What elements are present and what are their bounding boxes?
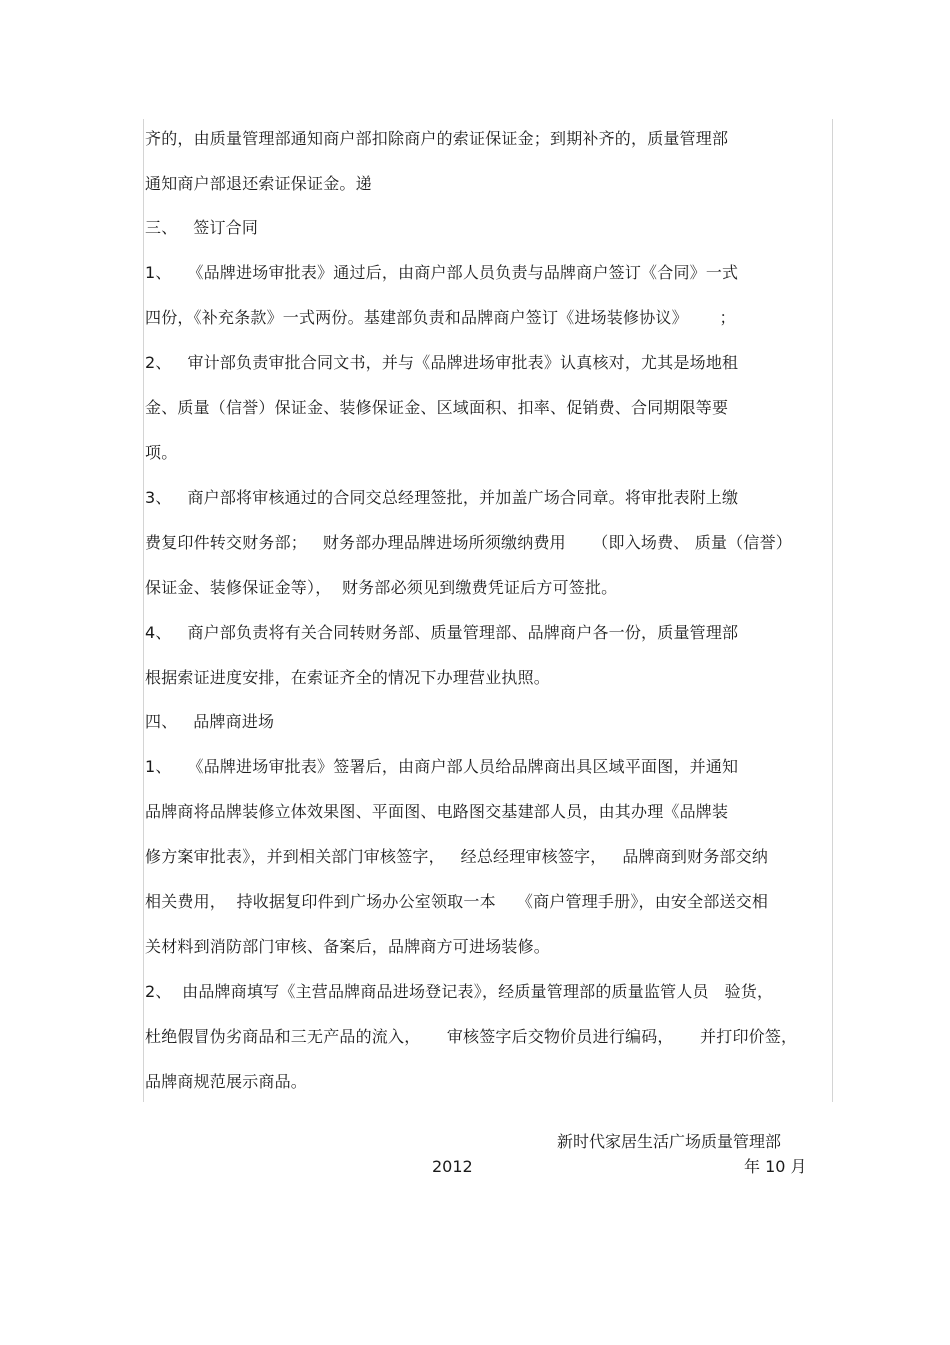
paragraph-line: 项。: [145, 443, 178, 462]
paragraph-line: 杜绝假冒伪劣商品和三无产品的流入， 审核签字后交物价员进行编码， 并打印价签，: [145, 1027, 798, 1046]
paragraph-line: 齐的，由质量管理部通知商户部扣除商户的索证保证金；到期补齐的，质量管理部: [145, 129, 729, 148]
signature-organization: 新时代家居生活广场质量管理部: [557, 1132, 782, 1151]
section-heading: 三、 签订合同: [145, 218, 259, 237]
paragraph-line: 根据索证进度安排，在索证齐全的情况下办理营业执照。: [145, 668, 551, 687]
paragraph-line: 4、 商户部负责将有关合同转财务部、质量管理部、品牌商户各一份，质量管理部: [145, 623, 739, 642]
paragraph-line: 相关费用， 持收据复印件到广场办公室领取一本 《商户管理手册》，由安全部送交相: [145, 892, 769, 911]
paragraph-line: 通知商户部退还索证保证金。递: [145, 174, 372, 193]
paragraph-line: 1、 《品牌进场审批表》通过后，由商户部人员负责与品牌商户签订《合同》一式: [145, 263, 739, 282]
paragraph-line: 2、 由品牌商填写《主营品牌商品进场登记表》，经质量管理部的质量监管人员 验货，: [145, 982, 774, 1001]
paragraph-line: 修方案审批表》，并到相关部门审核签字， 经总经理审核签字， 品牌商到财务部交纳: [145, 847, 769, 866]
paragraph-line: 四份，《补充条款》一式两份。基建部负责和品牌商户签订《进场装修协议》 ；: [145, 308, 736, 327]
paragraph-line: 1、 《品牌进场审批表》签署后，由商户部人员给品牌商出具区域平面图，并通知: [145, 757, 739, 776]
paragraph-line: 关材料到消防部门审核、备案后，品牌商方可进场装修。: [145, 937, 551, 956]
paragraph-line: 3、 商户部将审核通过的合同交总经理签批，并加盖广场合同章。将审批表附上缴: [145, 488, 739, 507]
signature-month: 年 10 月: [744, 1157, 807, 1176]
paragraph-line: 金、质量（信誉）保证金、装修保证金、区域面积、扣率、促销费、合同期限等要: [145, 398, 729, 417]
paragraph-line: 品牌商将品牌装修立体效果图、平面图、电路图交基建部人员，由其办理《品牌装: [145, 802, 729, 821]
paragraph-line: 费复印件转交财务部； 财务部办理品牌进场所须缴纳费用 （即入场费、 质量（信誉）: [145, 533, 792, 552]
section-heading: 四、 品牌商进场: [145, 712, 275, 731]
paragraph-line: 2、 审计部负责审批合同文书，并与《品牌进场审批表》认真核对，尤其是场地租: [145, 353, 739, 372]
signature-year: 2012: [432, 1157, 473, 1176]
paragraph-line: 品牌商规范展示商品。: [145, 1072, 308, 1091]
paragraph-line: 保证金、装修保证金等）， 财务部必须见到缴费凭证后方可签批。: [145, 578, 618, 597]
